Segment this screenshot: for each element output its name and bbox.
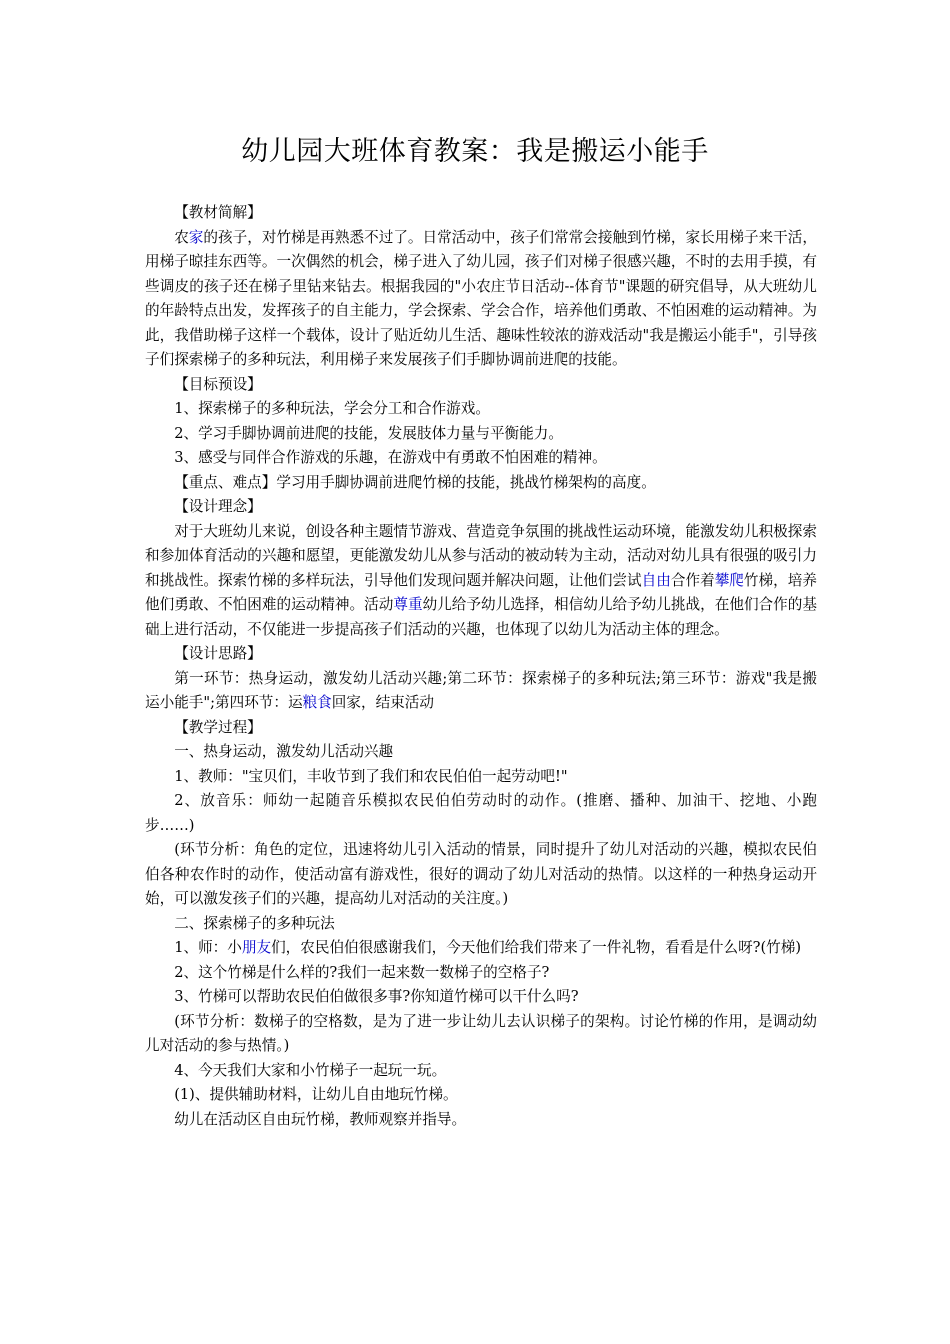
link-respect[interactable]: 尊重 [393, 596, 423, 613]
process-item-3: 1、师：小朋友们，农民伯伯很感谢我们，今天他们给我们带来了一件礼物，看看是什么呀?(竹梯) [174, 939, 802, 956]
section-heading-goals: 【目标预设】 [174, 375, 262, 393]
link-climbing[interactable]: 攀爬 [714, 571, 744, 589]
process-item-5: 3、竹梯可以帮助农民伯伯做很多事?你知道竹梯可以干什么吗? [174, 988, 579, 1005]
process-item-6: 4、今天我们大家和小竹梯子一起玩一玩。 [174, 1061, 447, 1079]
goal-item-1: 1、探索梯子的多种玩法，学会分工和合作游戏。 [174, 400, 490, 417]
section-heading-concept: 【设计理念】 [174, 498, 262, 515]
process-heading-1: 一、热身运动，激发幼儿活动兴趣 [174, 743, 394, 760]
link-grain[interactable]: 粮食 [302, 694, 332, 711]
process-item-7: (1)、提供辅助材料，让幼儿自由地玩竹梯。 [174, 1086, 458, 1103]
link-friends[interactable]: 朋友 [241, 939, 272, 956]
document-title: 幼儿园大班体育教案：我是搬运小能手 [241, 136, 709, 167]
document-body [145, 201, 817, 1132]
process-analysis-1: (环节分析：角色的定位，迅速将幼儿引入活动的情景，同时提升了幼儿对活动的兴趣，模拟农民伯伯各种农作时的动作，使活动富有游戏性，很好的调动了幼儿对活动的热情。以这样的一种热身运动开始，可以激发孩子们的兴趣，提高幼儿对活动的关注度。) [145, 841, 817, 907]
goal-item-3: 3、感受与同伴合作游戏的乐趣，在游戏中有勇敢不怕困难的精神。 [174, 449, 607, 466]
link-home[interactable]: 家 [188, 228, 204, 246]
link-freedom[interactable]: 自由 [641, 571, 671, 589]
section-heading-process: 【教学过程】 [174, 718, 262, 736]
goal-item-2: 2、学习手脚协调前进爬的技能，发展肢体力量与平衡能力。 [174, 424, 563, 442]
process-heading-2: 二、探索梯子的多种玩法 [174, 914, 335, 932]
paragraph-concept: 对于大班幼儿来说，创设各种主题情节游戏、营造竞争氛围的挑战性运动环境，能激发幼儿积极探索和参加体育活动的兴趣和愿望，更能激发幼儿从参与活动的被动转为主动，活动对幼儿具有很强的吸引力和挑战性。探索竹梯的多样玩法，引导他们发现问题并解决问题，让他们尝试自由合作着攀爬竹梯，培养他们勇敢、不怕困难的运动精神。活动尊重幼儿给予幼儿选择，相信幼儿给予幼儿挑战，在他们合作的基础上进行活动，不仅能进一步提高孩子们活动的兴趣，也体现了以幼儿为活动主体的理念。 [145, 522, 817, 638]
section-heading-materials: 【教材简解】 [174, 204, 262, 221]
process-analysis-2: (环节分析：数梯子的空格数，是为了进一步让幼儿去认识梯子的架构。讨论竹梯的作用，是调动幼儿对活动的参与热情。) [145, 1012, 817, 1054]
process-item-1: 1、教师："宝贝们，丰收节到了我们和农民伯伯一起劳动吧!" [174, 767, 568, 785]
paragraph-materials: 农家的孩子，对竹梯是再熟悉不过了。日常活动中，孩子们常常会接触到竹梯，家长用梯子来干活，用梯子晾挂东西等。一次偶然的机会，梯子进入了幼儿园，孩子们对梯子很感兴趣，不时的去用手摸，有些调皮的孩子还在梯子里钻来钻去。根据我园的"小农庄节日活动--体育节"课题的研究倡导，从大班幼儿的年龄特点出发，发挥孩子的自主能力，学会探索、学会合作，培养他们勇敢、不怕困难的运动精神。为此，我借助梯子这样一个载体，设计了贴近幼儿生活、趣味性较浓的游戏活动"我是搬运小能手"，引导孩子们探索梯子的多种玩法，利用梯子来发展孩子们手脚协调前进爬的技能。 [145, 228, 817, 368]
process-item-4: 2、这个竹梯是什么样的?我们一起来数一数梯子的空格子? [174, 963, 550, 981]
process-item-2: 2、放音乐：师幼一起随音乐模拟农民伯伯劳动时的动作。(推磨、播种、加油干、挖地、小跑步……) [145, 792, 817, 834]
section-key-points: 【重点、难点】学习用手脚协调前进爬竹梯的技能，挑战竹梯架构的高度。 [174, 473, 656, 491]
process-item-8: 幼儿在活动区自由玩竹梯，教师观察并指导。 [174, 1110, 467, 1128]
section-heading-design: 【设计思路】 [174, 645, 262, 662]
paragraph-design: 第一环节：热身运动，激发幼儿活动兴趣;第二环节：探索梯子的多种玩法;第三环节：游戏"我是搬运小能手";第四环节：运粮食回家，结束活动 [145, 669, 817, 711]
